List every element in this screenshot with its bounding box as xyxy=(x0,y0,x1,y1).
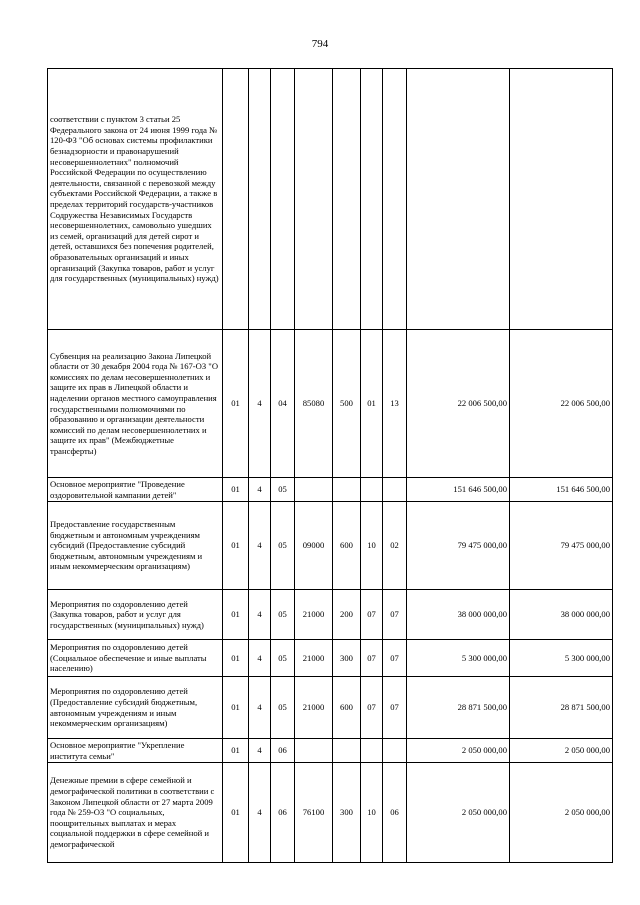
subprogram-code: 4 xyxy=(249,478,271,502)
program-code: 01 xyxy=(223,640,249,677)
direction-code: 09000 xyxy=(295,502,333,590)
amount-year-1: 5 300 000,00 xyxy=(407,640,510,677)
section-code: 07 xyxy=(361,677,383,739)
table-row xyxy=(48,739,613,763)
subsection-code: 02 xyxy=(383,502,407,590)
row-description: Основное мероприятие "Укрепление института семьи" xyxy=(48,739,223,763)
page-number: 794 xyxy=(311,38,329,50)
expense-type-code xyxy=(333,478,361,502)
expense-type-code: 200 xyxy=(333,590,361,640)
subsection-code: 06 xyxy=(383,763,407,863)
event-code: 06 xyxy=(271,763,295,863)
section-code xyxy=(361,478,383,502)
event-code: 05 xyxy=(271,502,295,590)
expense-type-code xyxy=(333,739,361,763)
row-description: Мероприятия по оздоровлению детей (Социальное обеспечение и иные выплаты населению) xyxy=(48,640,223,677)
direction-code xyxy=(295,478,333,502)
subprogram-code: 4 xyxy=(249,763,271,863)
program-code: 01 xyxy=(223,478,249,502)
subsection-code: 07 xyxy=(383,677,407,739)
direction-code: 21000 xyxy=(295,590,333,640)
subsection-code xyxy=(383,478,407,502)
program-code: 01 xyxy=(223,739,249,763)
subprogram-code: 4 xyxy=(249,502,271,590)
table-row xyxy=(48,677,613,739)
row-description: Предоставление государственным бюджетным и автономным учреждениям субсидий (Предоставление субсидий бюджетным, автономным учреждениям и иным некоммерческим организациям) xyxy=(48,502,223,590)
subprogram-code: 4 xyxy=(249,677,271,739)
subprogram-code xyxy=(249,69,271,330)
amount-year-2: 28 871 500,00 xyxy=(510,677,613,739)
row-description: Основное мероприятие "Проведение оздоровительной кампании детей" xyxy=(48,478,223,502)
amount-year-2 xyxy=(510,69,613,330)
subsection-code: 07 xyxy=(383,590,407,640)
expense-type-code: 300 xyxy=(333,763,361,863)
direction-code: 76100 xyxy=(295,763,333,863)
amount-year-1: 2 050 000,00 xyxy=(407,763,510,863)
event-code: 05 xyxy=(271,677,295,739)
expense-type-code: 300 xyxy=(333,640,361,677)
section-code: 10 xyxy=(361,763,383,863)
program-code: 01 xyxy=(223,330,249,478)
row-description: соответствии с пунктом 3 статьи 25 Федерального закона от 24 июня 1999 года № 120-ФЗ "Об основах системы профилактики безнадзорности и правонарушений несовершеннолетних" полномочий Российской Федерации по осуществлению деятельности, связанной с перевозкой между субъектами Российской Федерации, а также в пределах территорий государств-участников Содружества Независимых Государств несовершеннолетних, самовольно ушедших из семей, организаций для детей сирот и детей, оставшихся без попечения родителей, образовательных организаций и иных организаций (Закупка товаров, работ и услуг для государственных (муниципальных) нужд) xyxy=(48,69,223,330)
program-code xyxy=(223,69,249,330)
event-code: 06 xyxy=(271,739,295,763)
event-code: 05 xyxy=(271,478,295,502)
table-row xyxy=(48,478,613,502)
section-code: 01 xyxy=(361,330,383,478)
table-row xyxy=(48,502,613,590)
amount-year-2: 151 646 500,00 xyxy=(510,478,613,502)
amount-year-2: 2 050 000,00 xyxy=(510,763,613,863)
amount-year-1 xyxy=(407,69,510,330)
amount-year-1: 22 006 500,00 xyxy=(407,330,510,478)
amount-year-2: 5 300 000,00 xyxy=(510,640,613,677)
row-description: Денежные премии в сфере семейной и демографической политики в соответствии с Законом Липецкой области от 27 марта 2009 года № 259-ОЗ "О социальных, поощрительных выплатах и мерах социальной поддержки в сфере семейной и демографической xyxy=(48,763,223,863)
amount-year-2: 22 006 500,00 xyxy=(510,330,613,478)
section-code xyxy=(361,69,383,330)
direction-code xyxy=(295,69,333,330)
subsection-code: 13 xyxy=(383,330,407,478)
table-row xyxy=(48,763,613,863)
event-code xyxy=(271,69,295,330)
table-row xyxy=(48,330,613,478)
subprogram-code: 4 xyxy=(249,640,271,677)
amount-year-1: 2 050 000,00 xyxy=(407,739,510,763)
budget-table xyxy=(47,68,613,863)
table-row xyxy=(48,640,613,677)
subprogram-code: 4 xyxy=(249,330,271,478)
event-code: 05 xyxy=(271,640,295,677)
expense-type-code xyxy=(333,69,361,330)
amount-year-1: 28 871 500,00 xyxy=(407,677,510,739)
row-description: Мероприятия по оздоровлению детей (Предоставление субсидий бюджетным, автономным учреждениям и иным некоммерческим организациям) xyxy=(48,677,223,739)
amount-year-2: 2 050 000,00 xyxy=(510,739,613,763)
program-code: 01 xyxy=(223,763,249,863)
direction-code xyxy=(295,739,333,763)
section-code: 07 xyxy=(361,590,383,640)
event-code: 05 xyxy=(271,590,295,640)
amount-year-1: 151 646 500,00 xyxy=(407,478,510,502)
direction-code: 21000 xyxy=(295,640,333,677)
amount-year-1: 38 000 000,00 xyxy=(407,590,510,640)
subsection-code: 07 xyxy=(383,640,407,677)
row-description: Субвенция на реализацию Закона Липецкой области от 30 декабря 2004 года № 167-ОЗ "О комиссиях по делам несовершеннолетних и защите их прав в Липецкой области и наделении органов местного самоуправления государственными полномочиями по образованию и организации деятельности комиссий по делам несовершеннолетних и защите их прав" (Межбюджетные трансферты) xyxy=(48,330,223,478)
event-code: 04 xyxy=(271,330,295,478)
subsection-code xyxy=(383,69,407,330)
expense-type-code: 500 xyxy=(333,330,361,478)
row-description: Мероприятия по оздоровлению детей (Закупка товаров, работ и услуг для государственных (муниципальных) нужд) xyxy=(48,590,223,640)
subprogram-code: 4 xyxy=(249,590,271,640)
table-row xyxy=(48,69,613,330)
section-code: 10 xyxy=(361,502,383,590)
table-row xyxy=(48,590,613,640)
program-code: 01 xyxy=(223,590,249,640)
program-code: 01 xyxy=(223,502,249,590)
subsection-code xyxy=(383,739,407,763)
expense-type-code: 600 xyxy=(333,677,361,739)
section-code xyxy=(361,739,383,763)
section-code: 07 xyxy=(361,640,383,677)
amount-year-2: 79 475 000,00 xyxy=(510,502,613,590)
amount-year-2: 38 000 000,00 xyxy=(510,590,613,640)
subprogram-code: 4 xyxy=(249,739,271,763)
expense-type-code: 600 xyxy=(333,502,361,590)
direction-code: 21000 xyxy=(295,677,333,739)
amount-year-1: 79 475 000,00 xyxy=(407,502,510,590)
direction-code: 85080 xyxy=(295,330,333,478)
program-code: 01 xyxy=(223,677,249,739)
